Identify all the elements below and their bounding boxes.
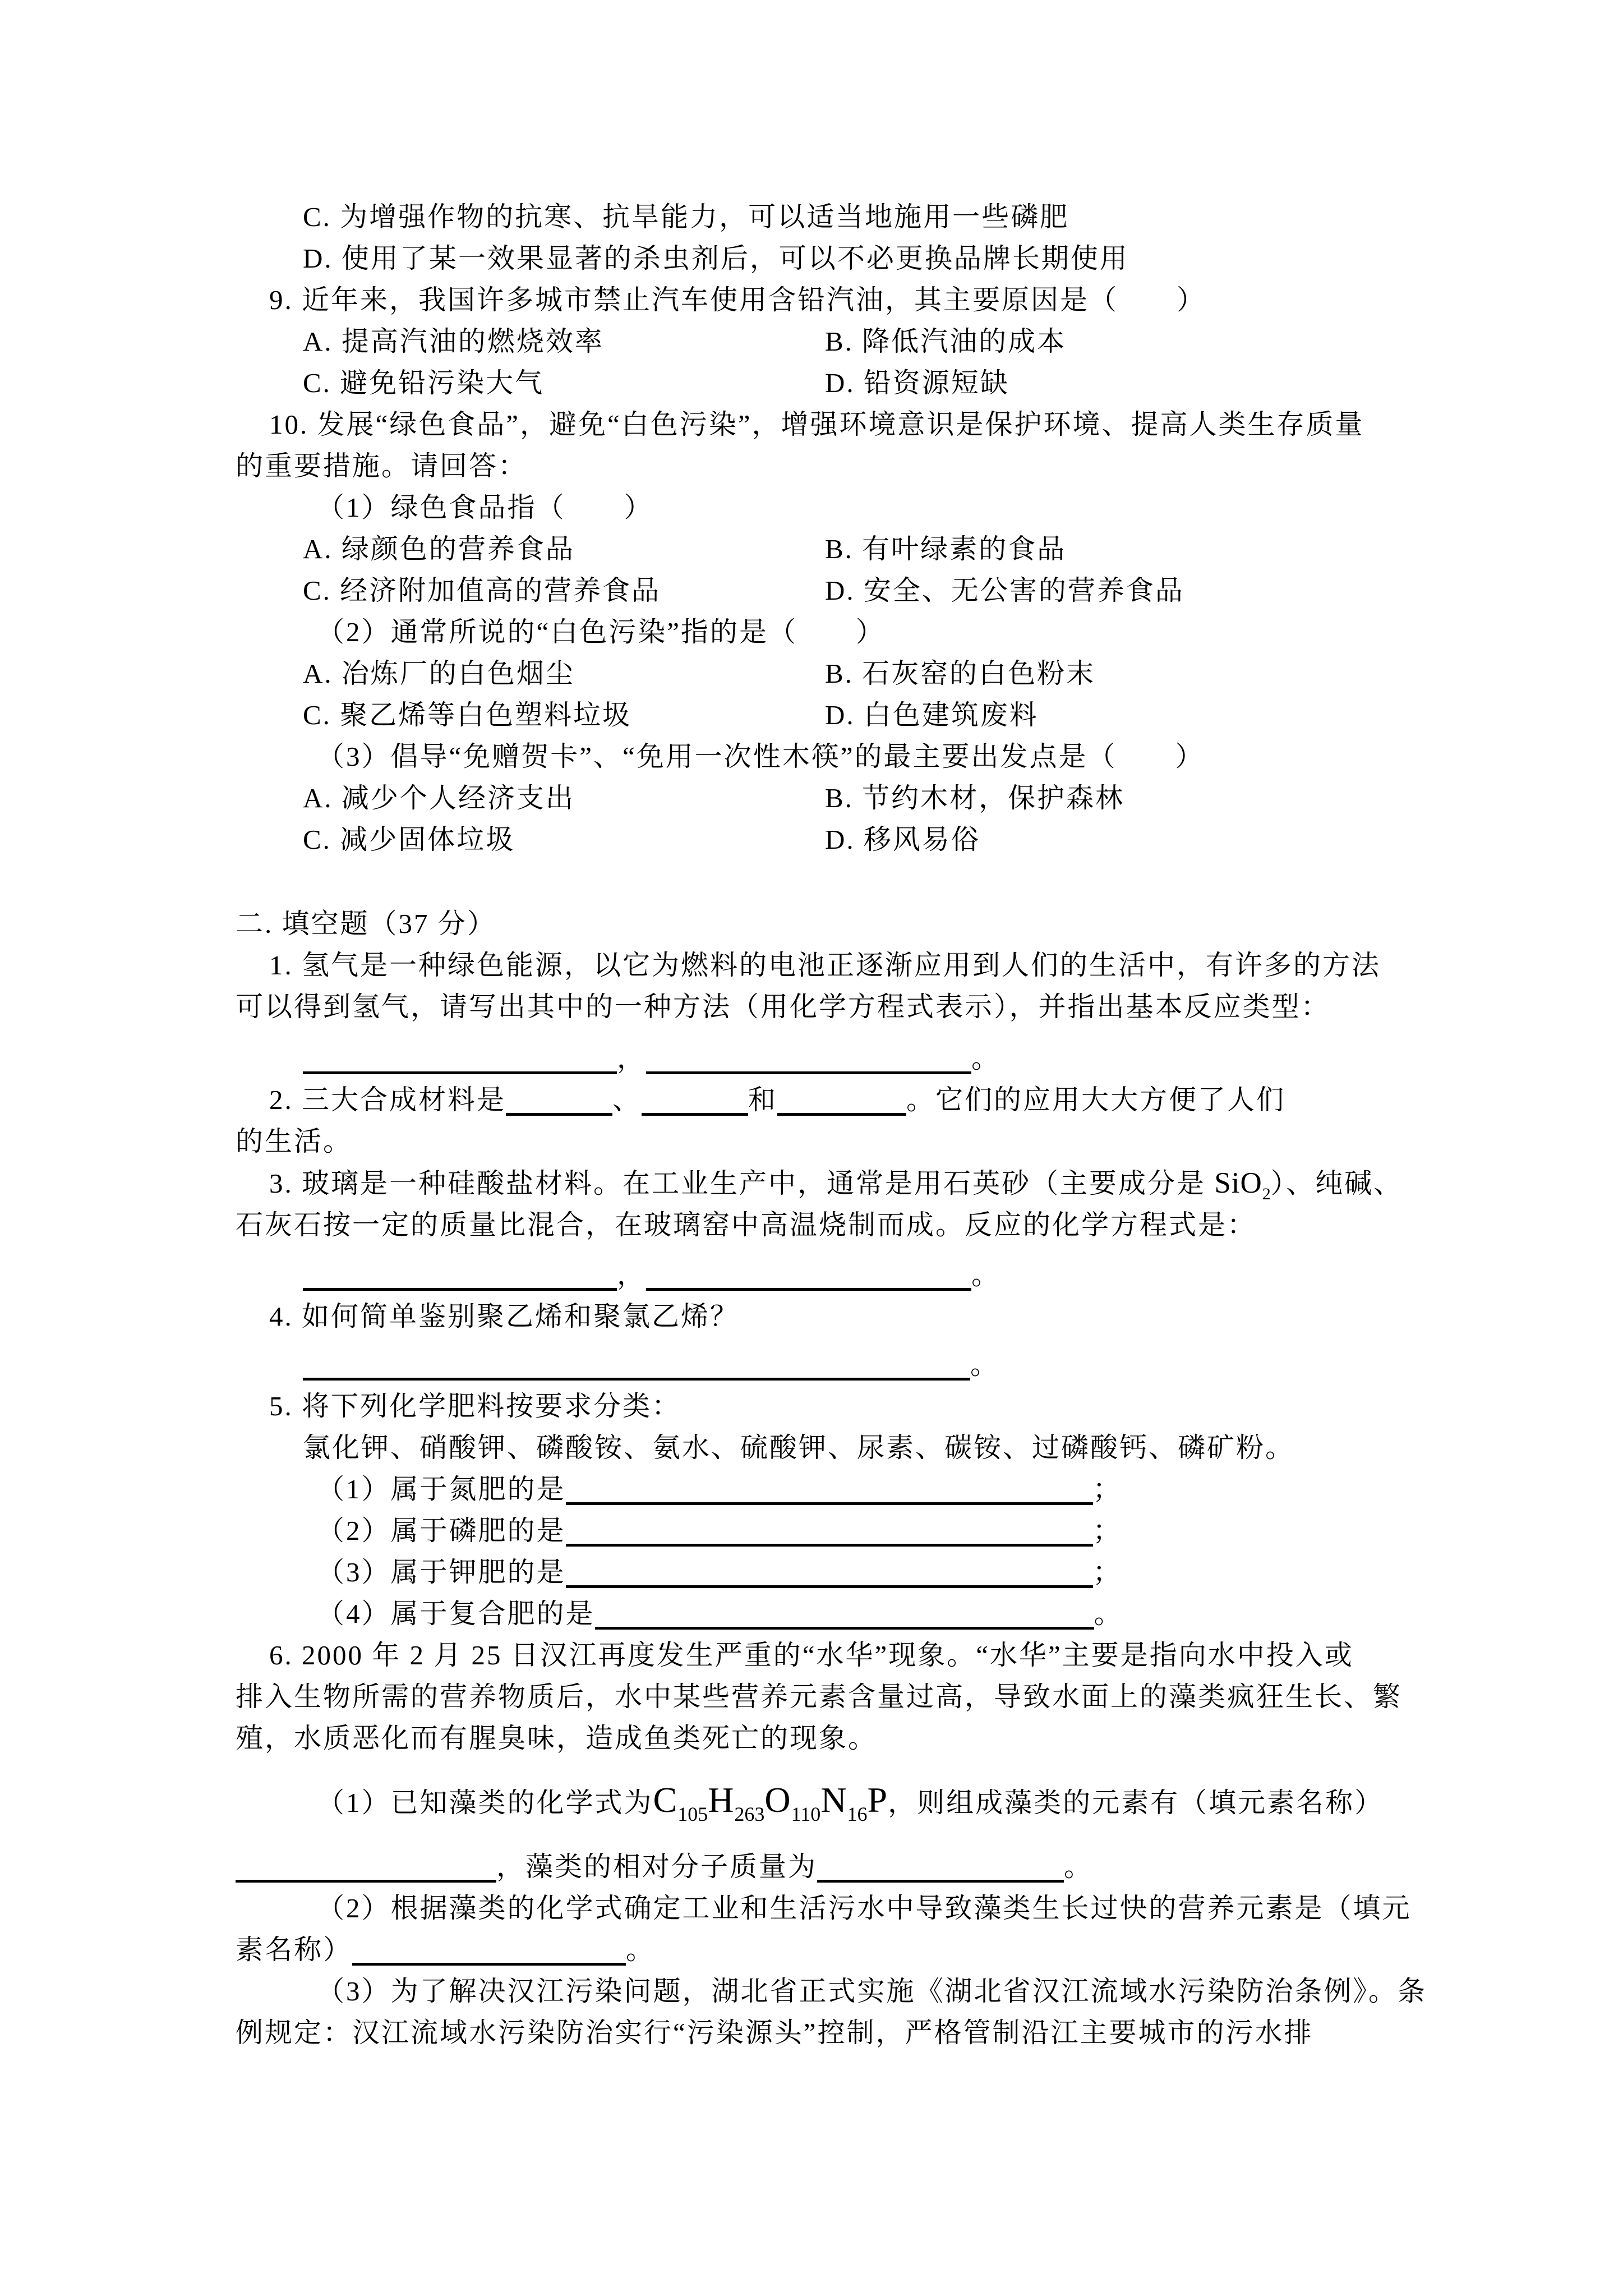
text-run: 3. 玻璃是一种硅酸盐材料。在工业生产中，通常是用石英砂（主要成分是 — [269, 1168, 1215, 1199]
options-10-2-CD — [303, 694, 1623, 736]
fill-6-sub1 — [317, 1779, 1623, 1824]
fill-6-sub2-cont — [236, 1929, 1623, 1971]
fill-3-cont — [236, 1204, 1623, 1246]
question-10-sub3 — [317, 736, 1623, 777]
text-run: ， — [617, 1259, 647, 1290]
text-run: D. 使用了某一效果显著的杀虫剂后，可以不必更换品牌长期使用 — [303, 243, 1129, 274]
fill-5-list — [303, 1427, 1623, 1469]
answer-blank — [352, 1940, 626, 1966]
text-run: A. 绿颜色的营养食品 — [303, 533, 575, 564]
text-run: （2）通常所说的“白色污染”指的是（ ） — [317, 616, 885, 647]
text-run: ）、纯碱、 — [1270, 1168, 1403, 1199]
answer-blank — [566, 1563, 1093, 1588]
option-left — [303, 528, 825, 570]
option-left — [303, 362, 825, 404]
text-run: ； — [1092, 1557, 1122, 1588]
text-run: （2）属于磷肥的是 — [317, 1515, 566, 1546]
question-10-sub1 — [317, 487, 1623, 528]
option-right — [825, 824, 980, 855]
text-run: ； — [1092, 1474, 1122, 1504]
text-run: 氯化钾、硝酸钾、磷酸铵、氨水、硫酸钾、尿素、碳铵、过磷酸钙、磷矿粉。 — [303, 1432, 1295, 1463]
text-run: （2）根据藻类的化学式确定工业和生活污水中导致藻类生长过快的营养元素是（填元 — [317, 1893, 1412, 1924]
fill-5-sub3 — [317, 1552, 1623, 1593]
section-2-title — [236, 903, 1623, 945]
document-body — [0, 196, 1623, 2054]
text-run: C. 减少固体垃圾 — [303, 824, 515, 855]
text-run: C. 聚乙烯等白色塑料垃圾 — [303, 700, 632, 730]
option-left — [303, 694, 825, 736]
text-run: A. 减少个人经济支出 — [303, 783, 575, 813]
options-10-1-AB — [303, 528, 1623, 570]
text-run: 排入生物所需的营养物质后，水中某些营养元素含量过高，导致水面上的藻类疯狂生长、繁 — [236, 1681, 1403, 1712]
answer-blank — [817, 1857, 1064, 1883]
text-run: 。 — [971, 1043, 1001, 1074]
text-run: 的重要措施。请回答： — [236, 450, 528, 481]
text-run: （1）已知藻类的化学式为 — [317, 1787, 653, 1818]
option-right — [825, 783, 1124, 813]
text-run: 4. 如何简单鉴别聚乙烯和聚氯乙烯？ — [269, 1301, 740, 1332]
option-left — [303, 777, 825, 819]
option-left — [303, 321, 825, 362]
text-run: （4）属于复合肥的是 — [317, 1598, 595, 1629]
fill-1-blanks — [303, 1038, 1623, 1079]
text-run: A. 冶炼厂的白色烟尘 — [303, 658, 575, 689]
text-run: 。 — [626, 1934, 656, 1965]
answer-blank — [303, 1355, 970, 1381]
answer-blank — [777, 1091, 906, 1116]
text-run: D. 安全、无公害的营养食品 — [825, 575, 1184, 606]
fill-6-sub3-cont — [236, 2012, 1623, 2054]
text-run: C. 为增强作物的抗寒、抗旱能力，可以适当地施用一些磷肥 — [303, 201, 1069, 232]
fill-4 — [269, 1296, 1623, 1337]
options-9-AB — [303, 321, 1623, 362]
chemical-formula: SiO$_2$ — [1214, 1167, 1271, 1203]
text-run: ，则组成藻类的元素有（填元素名称） — [888, 1787, 1384, 1818]
chemical-formula: $C_{105}H_{263}O_{110}N_{16}P$ — [653, 1780, 888, 1825]
text-run: B. 节约木材，保护森林 — [825, 783, 1125, 813]
text-run: 殖，水质恶化而有腥臭味，造成鱼类死亡的现象。 — [236, 1723, 878, 1754]
text-run: 的生活。 — [236, 1126, 353, 1157]
options-10-3-AB — [303, 777, 1623, 819]
text-run: 例规定：汉江流域水污染防治实行“污染源头”控制，严格管制沿江主要城市的污水排 — [236, 2017, 1313, 2048]
text-run: 。 — [1064, 1851, 1094, 1882]
text-run: （1）属于氮肥的是 — [317, 1474, 566, 1504]
option-left — [303, 570, 825, 611]
question-10-cont — [236, 445, 1623, 487]
fill-1 — [269, 945, 1623, 986]
fill-3-blanks — [303, 1254, 1623, 1296]
text-run: （3）为了解决汉江污染问题，湖北省正式实施《湖北省汉江流域水污染防治条例》。条 — [317, 1976, 1427, 2007]
text-run: 素名称） — [236, 1934, 353, 1965]
text-run: （1）绿色食品指（ ） — [317, 492, 653, 523]
option-8D — [303, 238, 1623, 279]
fill-2 — [269, 1079, 1623, 1121]
option-8C — [303, 196, 1623, 238]
text-run: B. 降低汽油的成本 — [825, 326, 1067, 357]
answer-blank — [646, 1266, 971, 1291]
answer-blank — [506, 1091, 612, 1116]
answer-blank — [236, 1857, 496, 1883]
text-run: A. 提高汽油的燃烧效率 — [303, 326, 604, 357]
answer-blank — [303, 1049, 617, 1074]
answer-blank — [642, 1091, 748, 1116]
options-9-CD — [303, 362, 1623, 404]
text-run: （3）倡导“免赠贺卡”、“免用一次性木筷”的最主要出发点是（ ） — [317, 741, 1205, 772]
option-left — [303, 819, 825, 861]
fill-4-blank — [303, 1344, 1623, 1386]
fill-5-sub2 — [317, 1510, 1623, 1552]
text-run: 6. 2000 年 2 月 25 日汉江再度发生严重的“水华”现象。“水华”主要是指向水中投入或 — [269, 1640, 1354, 1671]
text-run: 。它们的应用大大方便了人们 — [906, 1084, 1286, 1115]
text-run: 、 — [612, 1084, 642, 1115]
text-run: C. 避免铅污染大气 — [303, 367, 545, 398]
text-run: 可以得到氢气，请写出其中的一种方法（用化学方程式表示），并指出基本反应类型： — [236, 991, 1330, 1022]
fill-6-sub2 — [317, 1888, 1623, 1929]
answer-blank — [646, 1049, 971, 1074]
option-right — [825, 326, 1066, 357]
fill-5-sub4 — [317, 1593, 1623, 1635]
option-right — [825, 533, 1066, 564]
text-run: ； — [1092, 1515, 1122, 1546]
option-right — [825, 700, 1039, 730]
question-9 — [269, 279, 1623, 321]
text-run: 石灰石按一定的质量比混合，在玻璃窑中高温烧制而成。反应的化学方程式是： — [236, 1209, 1257, 1240]
text-run: 10. 发展“绿色食品”，避免“白色污染”，增强环境意识是保护环境、提高人类生存质量 — [269, 409, 1364, 440]
text-run: D. 移风易俗 — [825, 824, 980, 855]
text-run: B. 石灰窑的白色粉末 — [825, 658, 1096, 689]
options-10-3-CD — [303, 819, 1623, 861]
text-run: 5. 将下列化学肥料按要求分类： — [269, 1391, 681, 1421]
answer-blank — [566, 1480, 1093, 1505]
text-run: 。 — [970, 1349, 1000, 1380]
fill-2-cont — [236, 1121, 1623, 1162]
option-right — [825, 658, 1095, 689]
text-run: D. 铅资源短缺 — [825, 367, 1009, 398]
option-right — [825, 575, 1184, 606]
text-run: 2. 三大合成材料是 — [269, 1084, 506, 1115]
fill-5 — [269, 1386, 1623, 1427]
text-run: C. 经济附加值高的营养食品 — [303, 575, 661, 606]
options-10-1-CD — [303, 570, 1623, 611]
fill-6-cont1 — [236, 1676, 1623, 1718]
fill-6 — [269, 1635, 1623, 1676]
text-run: 。 — [971, 1259, 1001, 1290]
text-run: D. 白色建筑废料 — [825, 700, 1039, 730]
text-run: （3）属于钾肥的是 — [317, 1557, 566, 1588]
text-run: ，藻类的相对分子质量为 — [496, 1851, 818, 1882]
fill-3 — [269, 1162, 1623, 1204]
fill-6-cont2 — [236, 1718, 1623, 1759]
text-run: 二. 填空题（37 分） — [236, 908, 496, 939]
options-10-2-AB — [303, 653, 1623, 694]
answer-blank — [566, 1521, 1093, 1547]
fill-6-sub3 — [317, 1971, 1623, 2012]
answer-blank — [303, 1266, 617, 1291]
fill-1-cont — [236, 986, 1623, 1028]
fill-6-sub1-blanks — [236, 1846, 1623, 1888]
text-run: 9. 近年来，我国许多城市禁止汽车使用含铅汽油，其主要原因是（ ） — [269, 284, 1206, 315]
text-run: B. 有叶绿素的食品 — [825, 533, 1067, 564]
text-run: ， — [617, 1043, 647, 1074]
text-run: 1. 氢气是一种绿色能源，以它为燃料的电池正逐渐应用到人们的生活中，有许多的方法 — [269, 950, 1381, 981]
option-left — [303, 653, 825, 694]
question-10-sub2 — [317, 611, 1623, 653]
question-10 — [269, 404, 1623, 445]
text-run: 和 — [748, 1084, 778, 1115]
option-right — [825, 367, 1009, 398]
text-run: 。 — [1094, 1598, 1123, 1629]
answer-blank — [595, 1604, 1094, 1630]
fill-5-sub1 — [317, 1469, 1623, 1510]
